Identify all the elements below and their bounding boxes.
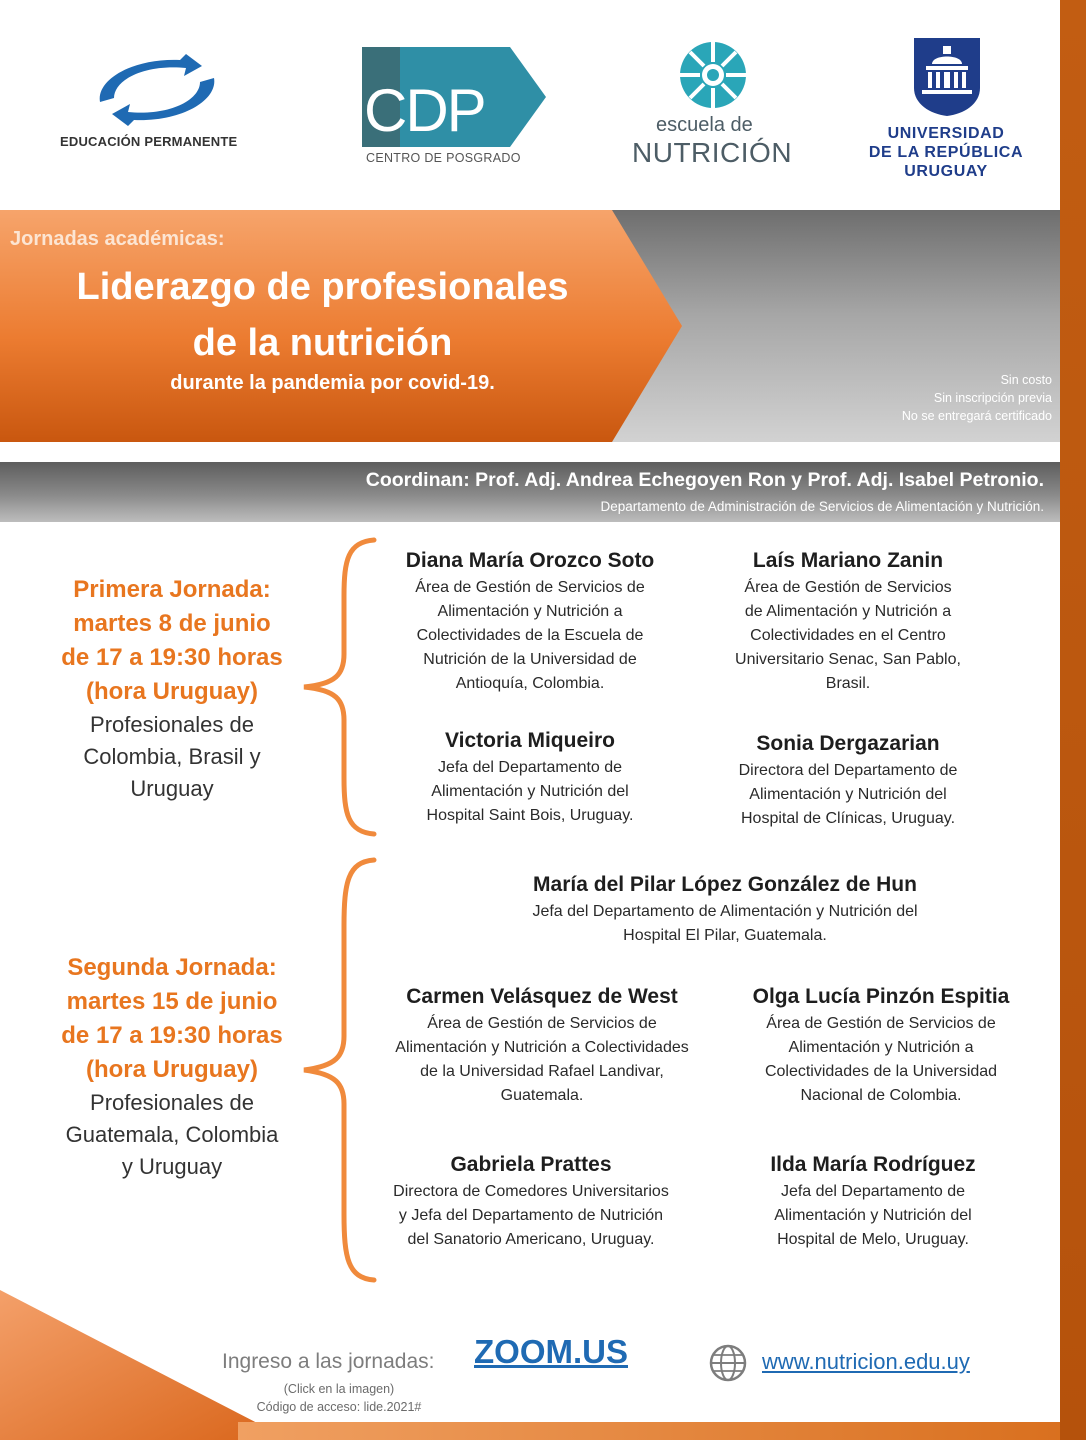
session2-desc-line1: Profesionales de <box>90 1090 254 1115</box>
speaker-role <box>370 756 690 828</box>
speaker-role-line: Área de Gestión de Servicios de <box>415 579 645 596</box>
session1-time: de 17 a 19:30 horas <box>61 644 283 671</box>
escuela-bottom-text: NUTRICIÓN <box>632 137 793 168</box>
escuela-emblem-icon <box>678 40 748 110</box>
coordinators-bar <box>0 462 1060 522</box>
speaker-role-line: Antioquía, Colombia. <box>455 675 605 692</box>
speaker-name: Ilda María Rodríguez <box>770 1153 976 1176</box>
footer-orange-bar <box>238 1422 1060 1440</box>
speaker-card <box>440 870 1010 948</box>
cdp-letters: CDP <box>364 77 485 144</box>
speaker-role-line: Alimentación y Nutrición del <box>774 1207 972 1224</box>
speaker-role-line: Hospital El Pilar, Guatemala. <box>623 927 827 944</box>
banner-kicker: Jornadas académicas: <box>10 228 225 250</box>
speaker-role-line: Colectividades de la Universidad <box>764 1063 998 1080</box>
udelar-line2: DE LA REPÚBLICA <box>868 144 1024 161</box>
educacion-permanente-text: EDUCACIÓN PERMANENTE <box>60 134 238 149</box>
page-title-line2: de la nutrición <box>192 322 453 364</box>
speaker-role-line: Área de Gestión de Servicios de <box>766 1015 996 1032</box>
escuela-nutricion-logo <box>630 40 800 170</box>
right-accent-bar <box>1060 0 1086 1440</box>
speaker-role-line: Brasil. <box>825 675 871 692</box>
speaker-role-line: Alimentación y Nutrición del <box>749 786 947 803</box>
session1-desc-line2: Colombia, Brasil y <box>83 744 261 769</box>
speaker-card <box>370 546 690 696</box>
globe-icon <box>708 1343 748 1383</box>
speaker-name: Carmen Velásquez de West <box>406 985 678 1008</box>
udelar-logo <box>868 36 1028 186</box>
udelar-name <box>868 124 1024 181</box>
session1-timezone: (hora Uruguay) <box>85 678 258 705</box>
speaker-name: Sonia Dergazarian <box>756 732 940 755</box>
speaker-card <box>720 1150 1026 1252</box>
session1-info <box>2 573 342 805</box>
speaker-role <box>700 759 996 831</box>
speaker-card <box>370 726 690 828</box>
speaker-role-line: Área de Gestión de Servicios de <box>427 1015 657 1032</box>
note-sin-inscripcion: Sin inscripción previa <box>933 391 1052 405</box>
speaker-card <box>728 982 1034 1108</box>
speaker-card <box>700 546 996 696</box>
speaker-role <box>728 1012 1034 1108</box>
speaker-role-line: Nutrición de la Universidad de <box>423 651 637 668</box>
speaker-role <box>720 1180 1026 1252</box>
session1-desc-line3: Uruguay <box>130 776 214 801</box>
access-code: Código de acceso: lide.2021# <box>256 1400 422 1414</box>
educacion-permanente-logo <box>60 50 260 160</box>
zoom-link[interactable]: ZOOM.US <box>474 1333 628 1370</box>
session1-desc-line1: Profesionales de <box>90 712 254 737</box>
session2-desc-line2: Guatemala, Colombia <box>65 1122 279 1147</box>
speaker-role <box>700 576 996 696</box>
speaker-role-line: Guatemala. <box>500 1087 584 1104</box>
escuela-top-text: escuela de <box>656 114 753 136</box>
speaker-role-line: Colectividades de la Escuela de <box>416 627 644 644</box>
speaker-role-line: del Sanatorio Americano, Uruguay. <box>407 1231 655 1248</box>
session1-date: martes 8 de junio <box>73 610 271 637</box>
speaker-role-line: Nacional de Colombia. <box>800 1087 962 1104</box>
speaker-role-line: Universitario Senac, San Pablo, <box>735 651 961 668</box>
cdp-subtitle: CENTRO DE POSGRADO <box>366 151 521 165</box>
speaker-name: María del Pilar López González de Hun <box>533 873 917 896</box>
note-sin-costo: Sin costo <box>1000 373 1052 387</box>
page-title-line1: Liderazgo de profesionales <box>76 266 569 308</box>
speaker-role <box>370 576 690 696</box>
note-sin-certificado: No se entregará certificado <box>901 409 1052 423</box>
speaker-role-line: de Alimentación y Nutrición a <box>744 603 952 620</box>
cdp-logo <box>362 47 548 172</box>
speaker-role <box>362 1180 700 1252</box>
page-subtitle: durante la pandemia por covid-19. <box>170 372 495 394</box>
speaker-role-line: Hospital de Clínicas, Uruguay. <box>740 810 956 827</box>
speaker-role-line: Alimentación y Nutrición a <box>788 1039 974 1056</box>
speaker-role-line: Alimentación y Nutrición del <box>431 783 629 800</box>
speaker-card <box>362 1150 700 1252</box>
session1-title: Primera Jornada: <box>73 576 271 603</box>
speaker-role-line: Alimentación y Nutrición a Colectividades <box>395 1039 689 1056</box>
speaker-role-line: Alimentación y Nutrición a <box>437 603 623 620</box>
ingreso-label: Ingreso a las jornadas: <box>222 1350 435 1373</box>
speaker-name: Laís Mariano Zanin <box>752 549 944 572</box>
speaker-card <box>700 729 996 831</box>
speaker-role-line: de la Universidad Rafael Landivar, <box>420 1063 664 1080</box>
speaker-role-line: Jefa del Departamento de <box>437 759 623 776</box>
udelar-line3: URUGUAY <box>904 163 988 180</box>
speaker-name: Gabriela Prattes <box>450 1153 612 1176</box>
speaker-role <box>362 1012 722 1108</box>
speaker-role-line: Colectividades en el Centro <box>750 627 946 644</box>
speaker-role-line: Directora del Departamento de <box>738 762 958 779</box>
title-banner <box>0 210 1060 442</box>
speaker-name: Victoria Miqueiro <box>445 729 615 752</box>
educacion-permanente-swoosh-icon <box>92 50 222 130</box>
speaker-role-line: Jefa del Departamento de Alimentación y Nutrición del <box>532 903 918 920</box>
speaker-role-line: Área de Gestión de Servicios <box>744 579 952 596</box>
speaker-card <box>362 982 722 1108</box>
udelar-line1: UNIVERSIDAD <box>887 125 1005 142</box>
speaker-name: Diana María Orozco Soto <box>405 549 655 572</box>
speaker-role-line: Hospital de Melo, Uruguay. <box>777 1231 969 1248</box>
click-hint: (Click en la imagen) <box>283 1382 395 1396</box>
department-text: Departamento de Administración de Servicios de Alimentación y Nutrición. <box>600 499 1044 514</box>
speaker-role-line: Jefa del Departamento de <box>780 1183 966 1200</box>
session2-date: martes 15 de junio <box>66 988 278 1015</box>
udelar-building-icon <box>912 36 982 116</box>
session2-info <box>2 951 342 1183</box>
speaker-role <box>440 900 1010 948</box>
speaker-role-line: Hospital Saint Bois, Uruguay. <box>426 807 634 824</box>
speaker-name: Olga Lucía Pinzón Espitia <box>752 985 1010 1008</box>
speaker-role-line: y Jefa del Departamento de Nutrición <box>398 1207 664 1224</box>
coordinators-text: Coordinan: Prof. Adj. Andrea Echegoyen Ron y Prof. Adj. Isabel Petronio. <box>365 469 1044 491</box>
session2-title: Segunda Jornada: <box>67 954 277 981</box>
session2-time: de 17 a 19:30 horas <box>61 1022 283 1049</box>
speaker-role-line: Directora de Comedores Universitarios <box>393 1183 669 1200</box>
session2-desc-line3: y Uruguay <box>121 1154 223 1179</box>
website-link[interactable]: www.nutricion.edu.uy <box>762 1349 970 1374</box>
session2-timezone: (hora Uruguay) <box>85 1056 258 1083</box>
